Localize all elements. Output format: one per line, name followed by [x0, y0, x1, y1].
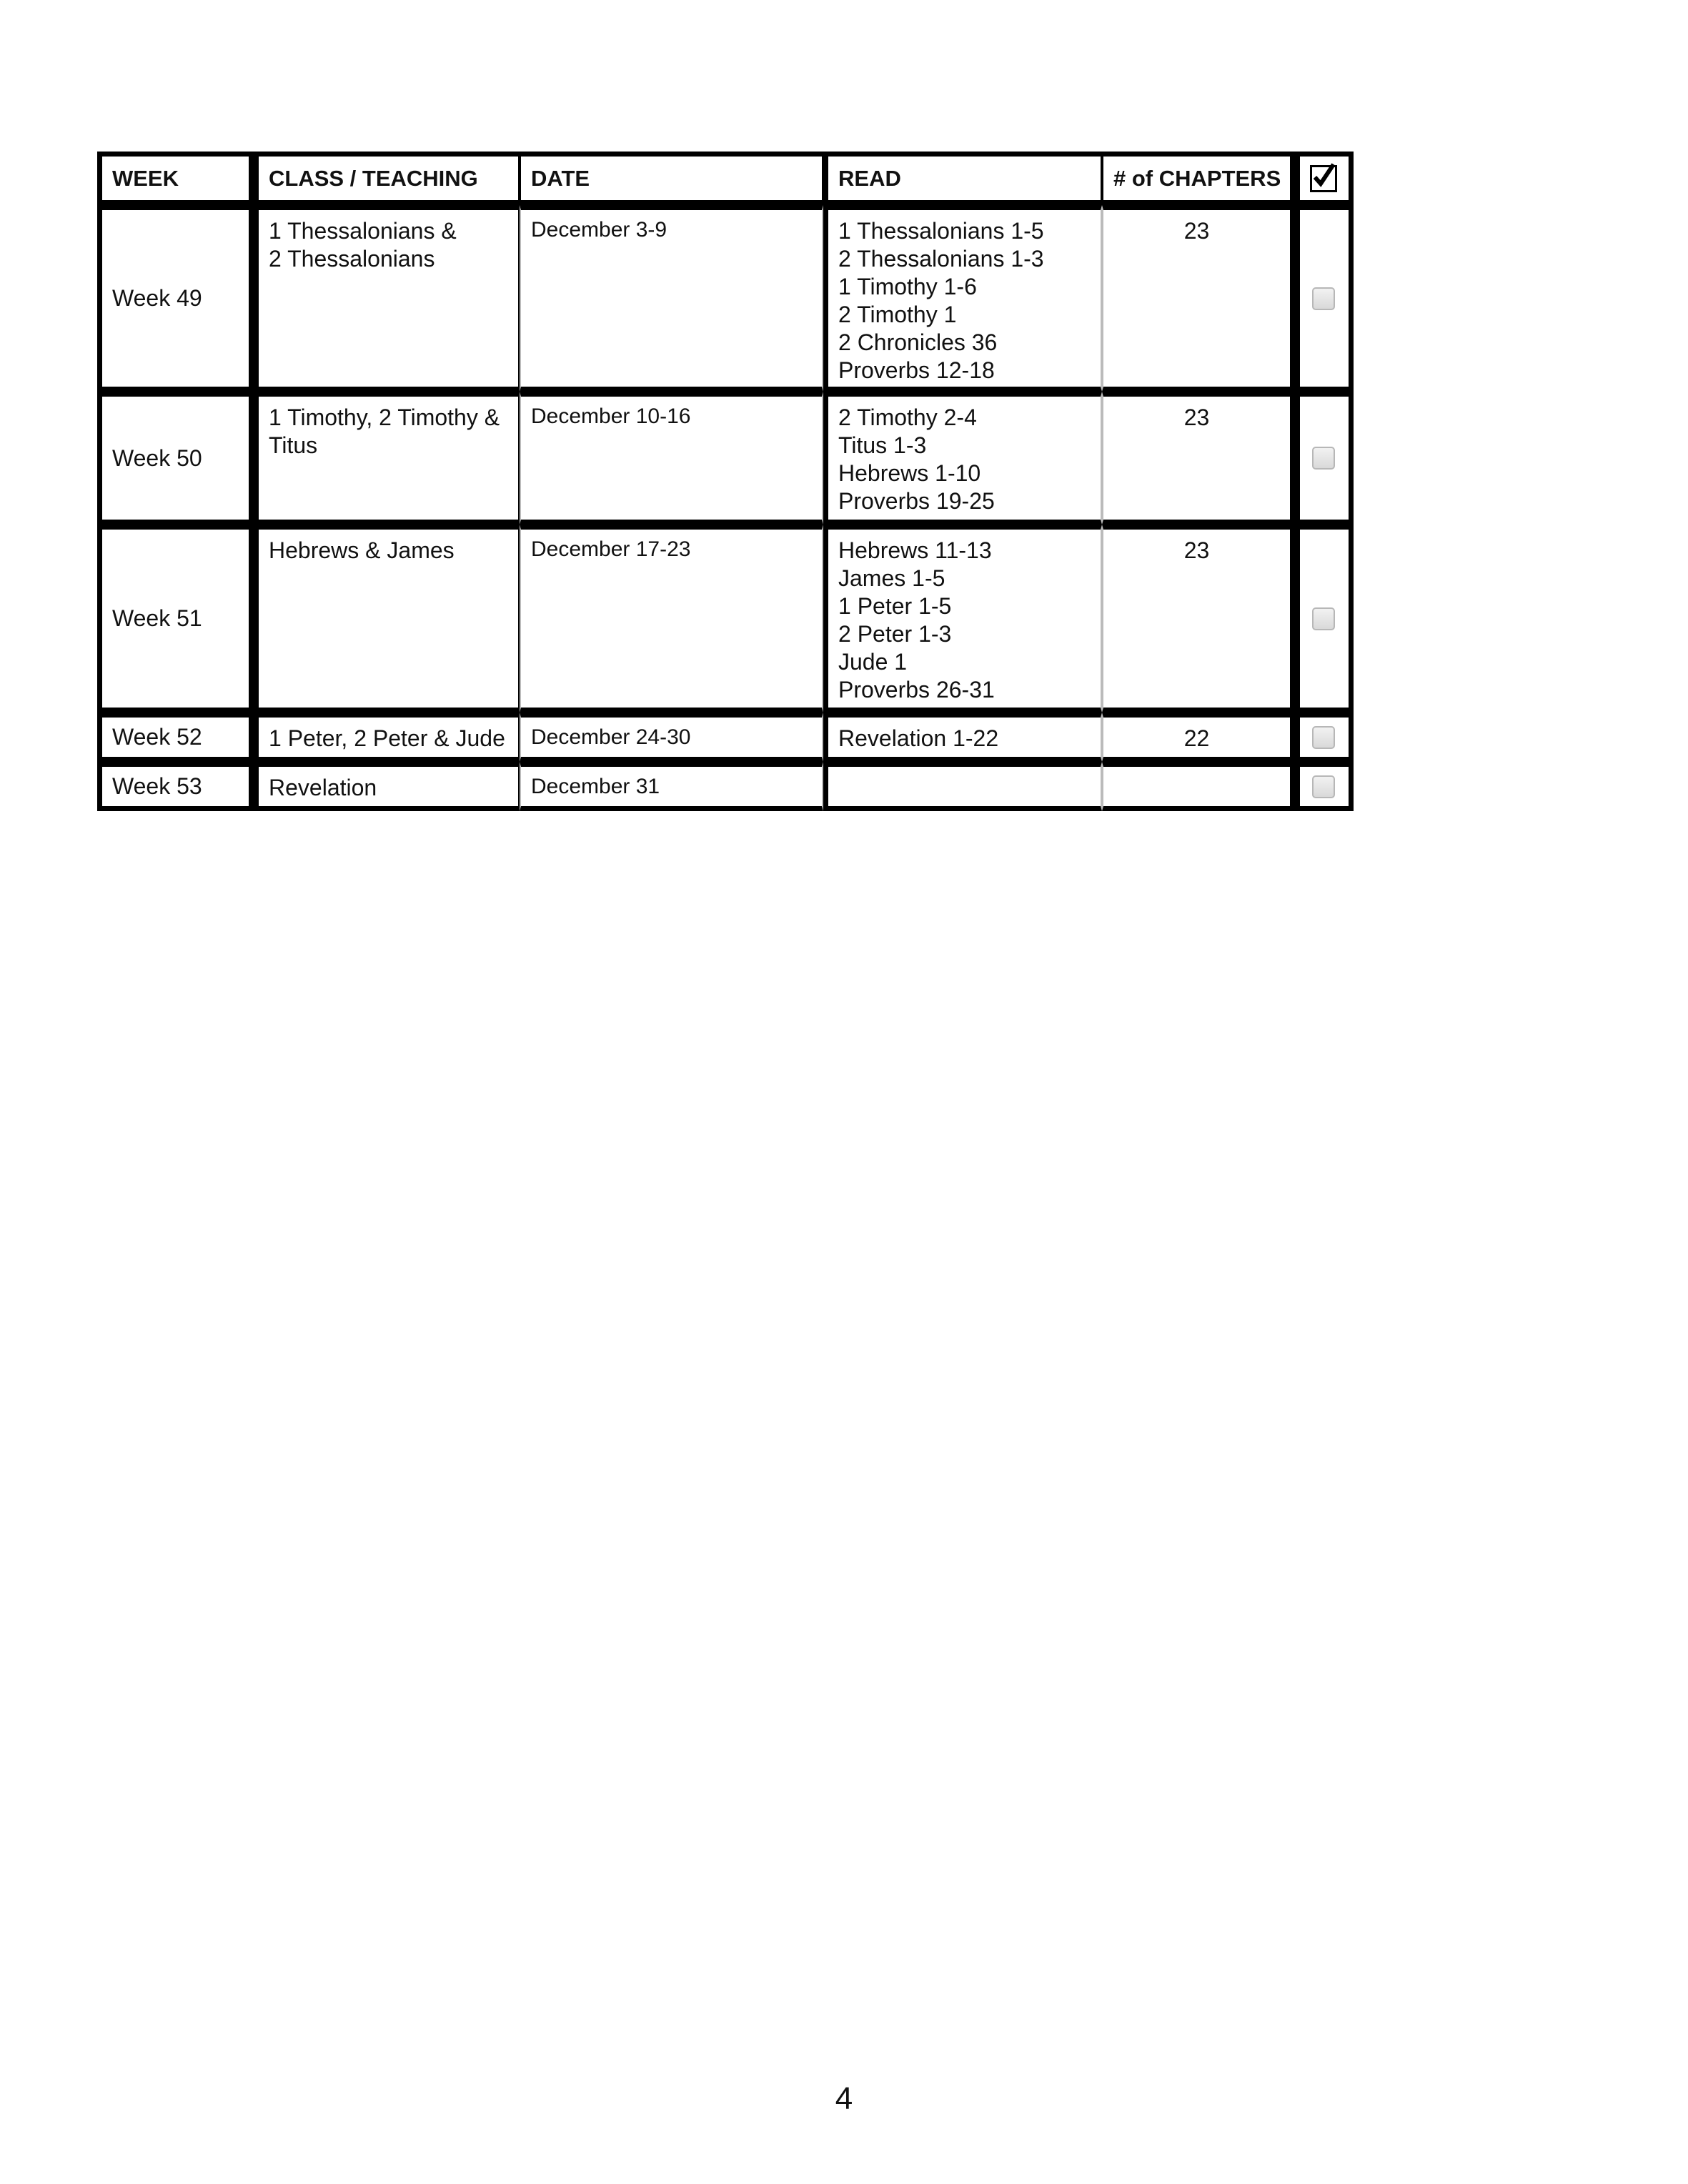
- header-label-chapters: # of CHAPTERS: [1113, 165, 1281, 191]
- cell-class: [254, 205, 520, 392]
- cell-date: [520, 392, 823, 525]
- cell-date: [520, 205, 823, 392]
- header-label-week: WEEK: [112, 165, 179, 191]
- read-line: Jude 1: [838, 649, 908, 675]
- read-line: Proverbs 26-31: [838, 677, 995, 703]
- class-line: 1 Timothy, 2 Timothy &: [269, 404, 500, 430]
- read-line: 1 Thessalonians 1-5: [838, 218, 1044, 244]
- cell-date: [520, 525, 823, 713]
- cell-week: [97, 762, 254, 811]
- header-week: [97, 152, 254, 205]
- header-label-date: DATE: [531, 165, 590, 191]
- header-date: [520, 152, 823, 205]
- read-line: 2 Peter 1-3: [838, 621, 952, 647]
- week-label: Week 52: [112, 724, 202, 750]
- checkbox[interactable]: [1312, 607, 1335, 630]
- cell-chapters: [1102, 713, 1295, 762]
- cell-week: [97, 392, 254, 525]
- header-chapters: [1102, 152, 1295, 205]
- week-label: Week 49: [112, 285, 202, 311]
- cell-check[interactable]: [1295, 762, 1354, 811]
- header-label-class: CLASS / TEACHING: [269, 165, 478, 191]
- read-line: Revelation 1-22: [838, 725, 999, 751]
- read-line: 2 Timothy 2-4: [838, 404, 977, 430]
- checkmark-icon: [1310, 162, 1337, 189]
- cell-week: [97, 525, 254, 713]
- read-line: James 1-5: [838, 565, 945, 591]
- cell-week: [97, 713, 254, 762]
- read-line: Hebrews 11-13: [838, 537, 992, 563]
- cell-date: [520, 762, 823, 811]
- header-check-box: [1310, 165, 1337, 192]
- date-label: December 3-9: [531, 218, 667, 242]
- read-line: Proverbs 19-25: [838, 488, 995, 514]
- class-line: Revelation: [269, 775, 377, 800]
- cell-read: [823, 205, 1102, 392]
- read-line: 1 Peter 1-5: [838, 593, 952, 619]
- read-line: 1 Timothy 1-6: [838, 274, 977, 299]
- week-label: Week 51: [112, 605, 202, 631]
- cell-check[interactable]: [1295, 713, 1354, 762]
- cell-check[interactable]: [1295, 205, 1354, 392]
- read-line: Titus 1-3: [838, 432, 927, 458]
- read-line: 2 Chronicles 36: [838, 329, 998, 355]
- date-label: December 10-16: [531, 404, 691, 428]
- cell-check[interactable]: [1295, 392, 1354, 525]
- cell-class: [254, 762, 520, 811]
- checkbox[interactable]: [1312, 447, 1335, 470]
- cell-read: [823, 713, 1102, 762]
- chapter-count: 23: [1183, 218, 1210, 244]
- read-line: Hebrews 1-10: [838, 460, 981, 486]
- class-line: 2 Thessalonians: [269, 246, 435, 272]
- chapter-count: 22: [1183, 725, 1210, 751]
- cell-chapters: [1102, 525, 1295, 713]
- class-line: 1 Thessalonians &: [269, 218, 457, 244]
- class-line: 1 Peter, 2 Peter & Jude: [269, 725, 505, 751]
- checkbox[interactable]: [1312, 726, 1335, 749]
- cell-date: [520, 713, 823, 762]
- read-line: Proverbs 12-18: [838, 357, 995, 383]
- date-label: December 17-23: [531, 537, 691, 561]
- cell-chapters: [1102, 392, 1295, 525]
- cell-class: [254, 392, 520, 525]
- header-class: [254, 152, 520, 205]
- read-line: 2 Thessalonians 1-3: [838, 246, 1044, 272]
- class-line: Titus: [269, 432, 318, 458]
- chapter-count: 23: [1183, 537, 1210, 563]
- header-read: [823, 152, 1102, 205]
- class-line: Hebrews & James: [269, 537, 455, 563]
- cell-chapters: [1102, 205, 1295, 392]
- page-number: 4: [835, 2081, 853, 2116]
- cell-read: [823, 392, 1102, 525]
- cell-check[interactable]: [1295, 525, 1354, 713]
- checkbox[interactable]: [1312, 287, 1335, 310]
- cell-week: [97, 205, 254, 392]
- header-label-read: READ: [838, 165, 901, 191]
- cell-class: [254, 713, 520, 762]
- week-label: Week 53: [112, 773, 202, 799]
- header-check: [1295, 152, 1354, 205]
- cell-chapters: [1102, 762, 1295, 811]
- week-label: Week 50: [112, 445, 202, 471]
- checkbox[interactable]: [1312, 775, 1335, 798]
- cell-read: [823, 762, 1102, 811]
- date-label: December 24-30: [531, 725, 691, 749]
- date-label: December 31: [531, 775, 660, 798]
- chapter-count: 23: [1183, 404, 1210, 430]
- cell-class: [254, 525, 520, 713]
- cell-read: [823, 525, 1102, 713]
- read-line: 2 Timothy 1: [838, 302, 957, 327]
